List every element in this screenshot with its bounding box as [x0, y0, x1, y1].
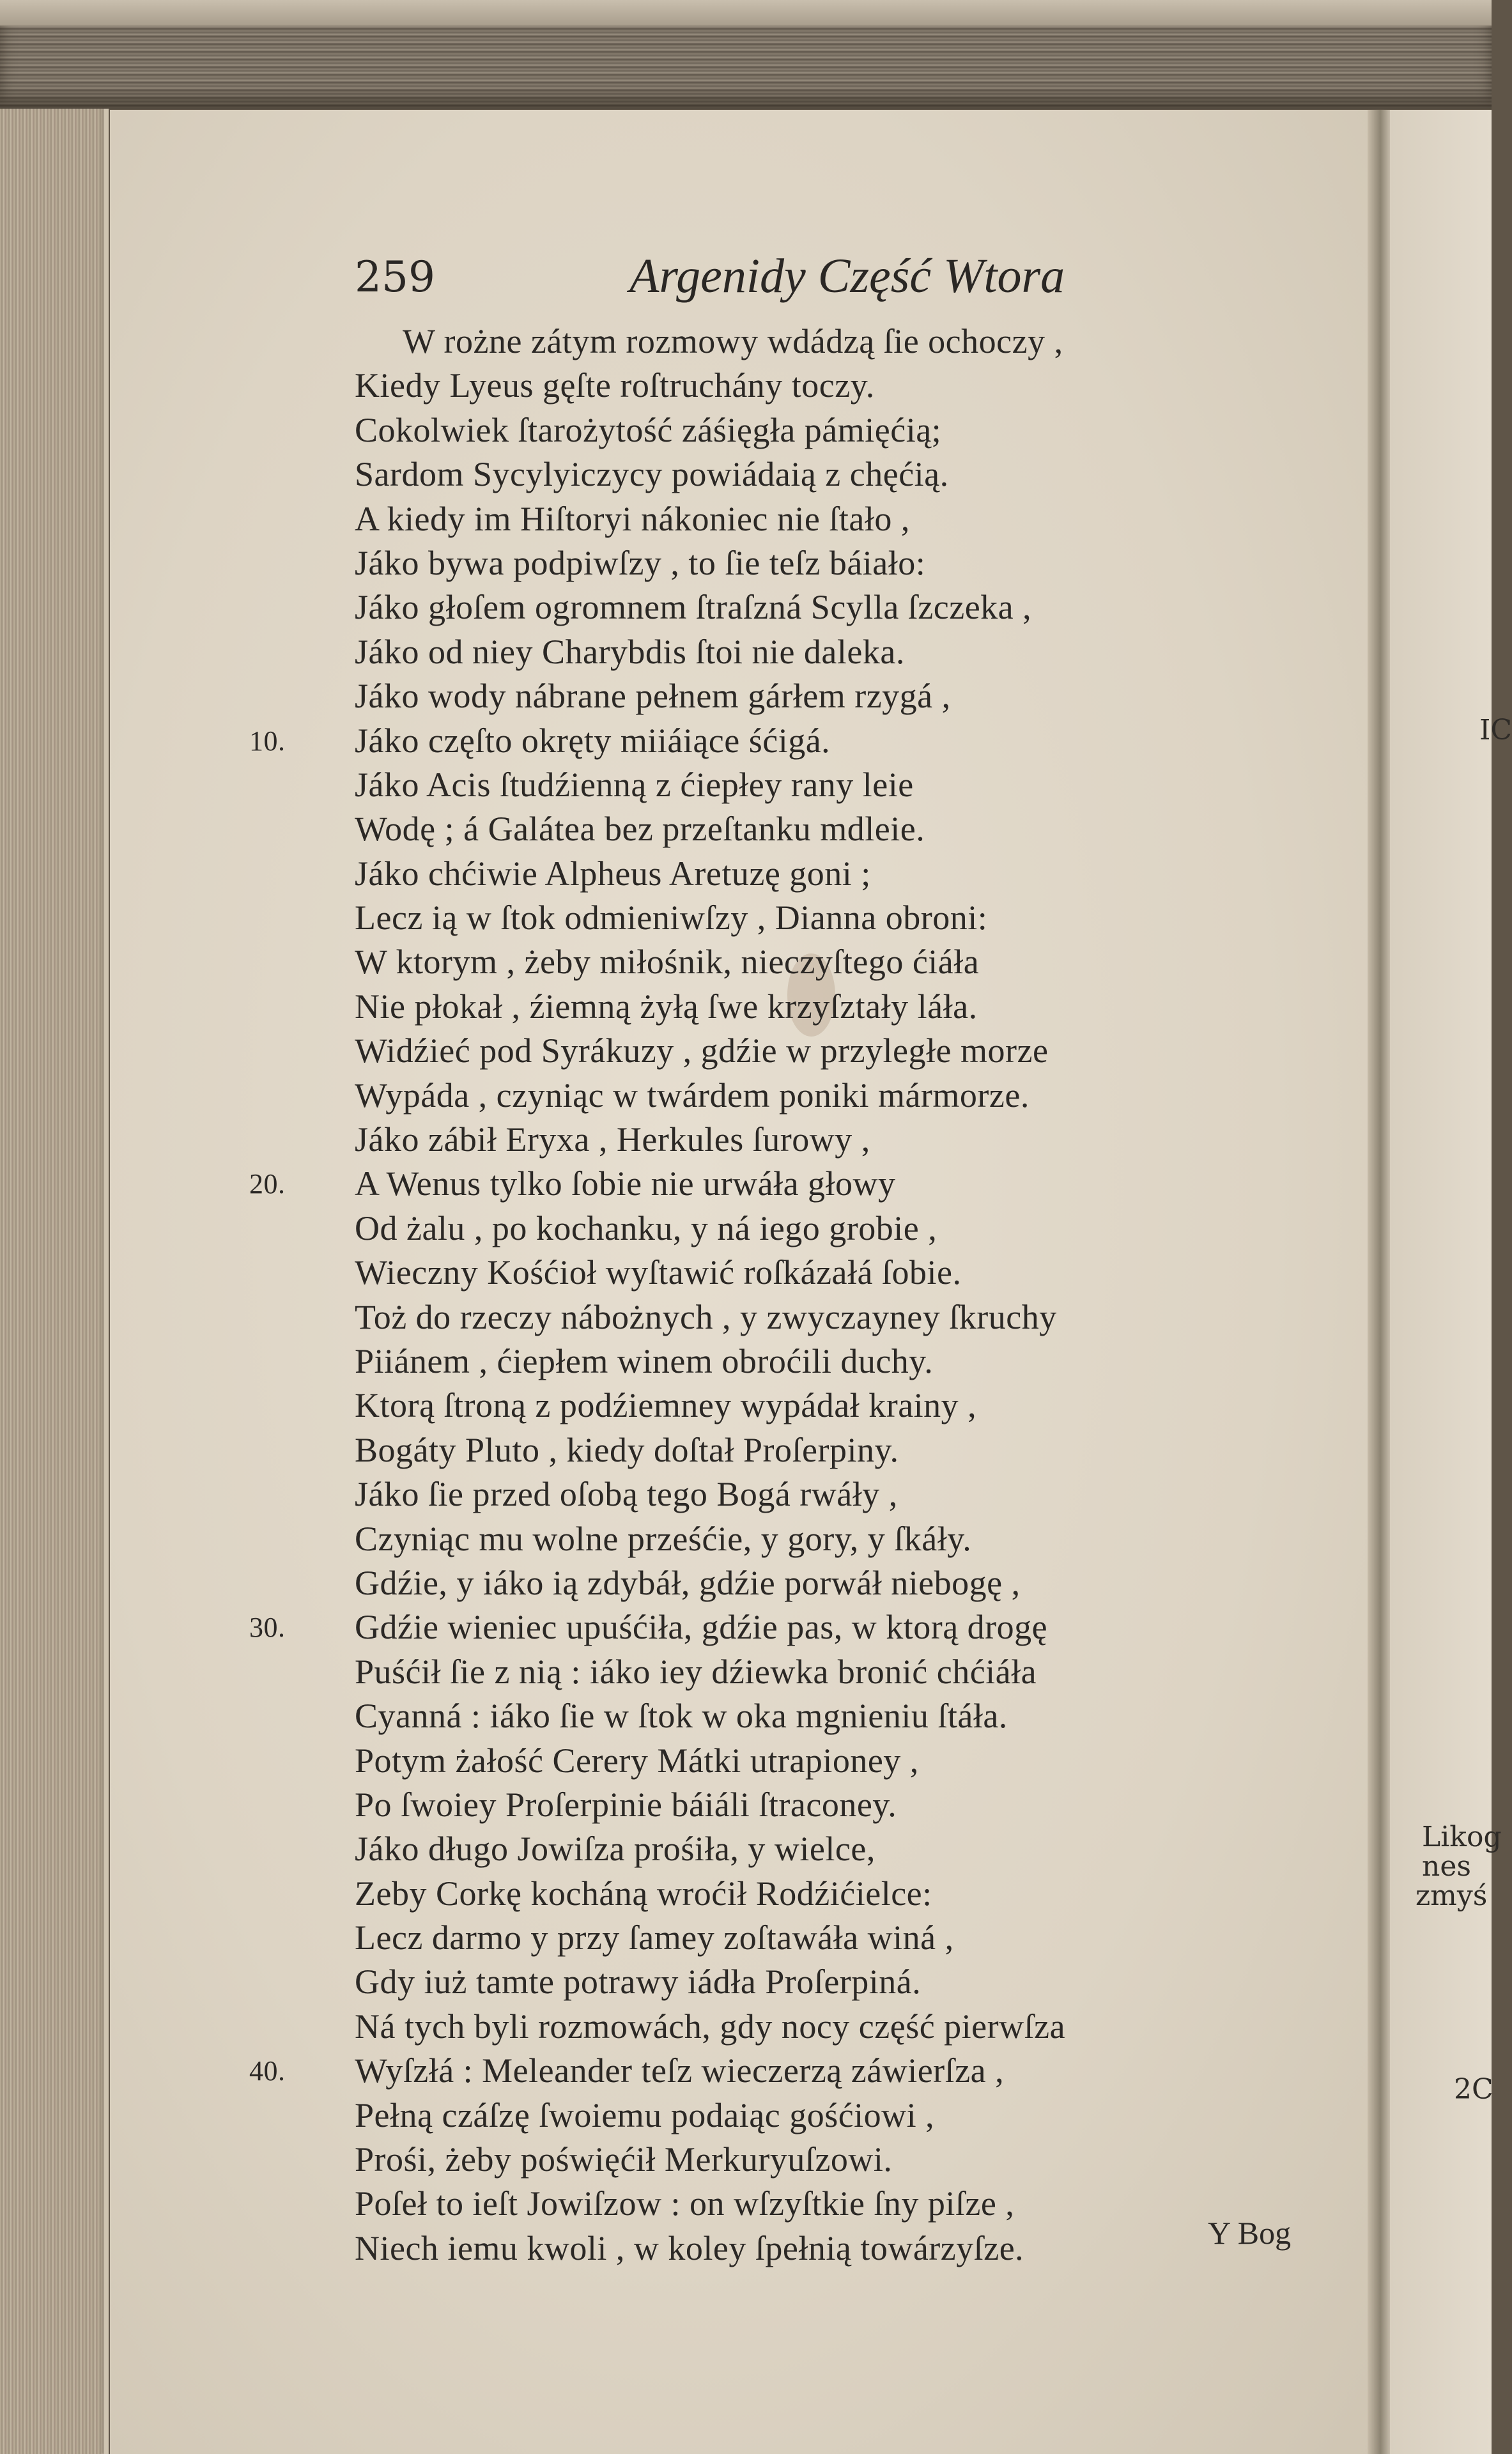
verse-line — [355, 1960, 1345, 2004]
verse-line-text: Piiánem , ćiepłem winem obroćili duchy. — [355, 1341, 934, 1380]
verse-line-text: A kiedy im Hiſtoryi nákoniec nie ſtało , — [355, 499, 910, 538]
verse-line — [355, 1561, 1345, 1605]
verse-line — [355, 1783, 1345, 1827]
verse-line — [249, 1605, 1345, 1649]
adjacent-page-fragment: IC — [1479, 714, 1512, 746]
verse-line-text: Cokolwiek ſtarożytość záśięgła pámięćią; — [355, 410, 942, 449]
verse-line-text: Nie płokał , źiemną żyłą ſwe krzyſztały láła. — [355, 987, 978, 1026]
verse-line — [355, 1295, 1345, 1339]
verse-line — [355, 1118, 1345, 1162]
verse-line-text: Prośi, żeby poświęćił Merkuryuſzowi. — [355, 2140, 893, 2179]
verse-line-text: Jáko od niey Charybdis ſtoi nie daleka. — [355, 632, 905, 671]
verse-line-text: Jáko częſto okręty miiáiące śćigá. — [355, 721, 831, 760]
verse-line — [355, 1472, 1345, 1516]
verse-line — [355, 364, 1345, 408]
verse-line-text: Sardom Sycylyiczycy powiádaią z chęćią. — [355, 455, 949, 494]
verse-line — [355, 2182, 1345, 2226]
verse-line-text: Toż do rzeczy nábożnych , y zwyczayney ſkruchy — [355, 1297, 1057, 1336]
verse-line-text: Wypáda , czyniąc w twárdem poniki mármorze. — [355, 1076, 1030, 1115]
verse-line — [355, 2226, 1345, 2271]
adjacent-page-fragment: 2C — [1454, 2073, 1493, 2106]
verse-line — [355, 408, 1345, 452]
verse-line-text: Cyanná : iáko ſie w ſtok w oka mgnieniu ſtáła. — [355, 1697, 1008, 1736]
verse-line-text: Jáko długo Jowiſza prośiła, y wielce, — [355, 1830, 876, 1869]
verse-line — [355, 1517, 1345, 1561]
adjacent-page — [1390, 110, 1512, 2454]
verse-line-text: Niech iemu kwoli , w koley ſpełnią towárzyſze. — [355, 2228, 1024, 2267]
verse-line-text: Potym żałość Cerery Mátki utrapioney , — [355, 1741, 919, 1780]
line-number: 20. — [249, 1168, 286, 1200]
verse-line — [355, 320, 1345, 364]
verse-line — [355, 763, 1345, 807]
verse-line — [355, 1428, 1345, 1472]
verse-line — [355, 1872, 1345, 1916]
verse-line-text: Czyniąc mu wolne prześćie, y gory, y ſkáły. — [355, 1519, 972, 1558]
verse-line-text: Lecz darmo y przy ſamey zoſtawáła winá , — [355, 1918, 954, 1957]
verse-line — [355, 541, 1345, 585]
verse-line — [355, 1827, 1345, 1871]
verse-line — [355, 852, 1345, 896]
verse-line — [355, 1074, 1345, 1118]
verse-line — [355, 497, 1345, 541]
verse-text — [249, 320, 1345, 2271]
verse-line — [355, 1739, 1345, 1783]
verse-line-text: Pełną czáſzę ſwoiemu podaiąc gośćiowi , — [355, 2095, 935, 2134]
book-left-page-edges — [0, 109, 109, 2454]
verse-line — [355, 630, 1345, 674]
verse-line-text: Poſeł to ieſt Jowiſzow : on wſzyſtkie ſny piſze , — [355, 2184, 1015, 2223]
catchword: Y Bog — [1208, 2215, 1292, 2251]
adjacent-page-fragment: nes — [1422, 1850, 1471, 1883]
verse-line-text: A Wenus tylko ſobie nie urwáła głowy — [355, 1164, 896, 1203]
verse-line — [355, 2138, 1345, 2182]
verse-line-text: Ná tych byli rozmowách, gdy nocy część pierwſza — [355, 2007, 1066, 2046]
verse-line — [355, 2094, 1345, 2138]
running-head-title: Argenidy Część Wtora — [629, 249, 1065, 303]
verse-line-text: Jáko wody nábrane pełnem gárłem rzygá , — [355, 677, 951, 716]
verse-line — [355, 1384, 1345, 1428]
verse-line — [355, 674, 1345, 718]
verse-line — [355, 1251, 1345, 1295]
verse-line — [355, 1339, 1345, 1384]
verse-line-text: Gdźie, y iáko ią zdybáł, gdźie porwáł niebogę , — [355, 1563, 1021, 1602]
verse-line — [355, 807, 1345, 851]
verse-line-text: Od żalu , po kochanku, y ná iego grobie , — [355, 1208, 937, 1247]
verse-line-text: Lecz ią w ſtok odmieniwſzy , Dianna obroni: — [355, 899, 988, 938]
verse-line — [249, 1162, 1345, 1206]
verse-line — [355, 1916, 1345, 1960]
verse-line — [355, 2005, 1345, 2049]
adjacent-page-fragment: Likog — [1422, 1821, 1502, 1853]
line-number: 30. — [249, 1612, 286, 1644]
verse-line-text: Bogáty Pluto , kiedy doſtał Proſerpiny. — [355, 1430, 899, 1469]
book-top-page-edges — [0, 0, 1492, 109]
running-head — [355, 249, 1147, 316]
adjacent-page-fragment: zmyś — [1416, 1879, 1488, 1912]
verse-line-text: Po ſwoiey Proſerpinie báiáli ſtraconey. — [355, 1785, 897, 1824]
verse-line-text: Zeby Corkę kocháną wroćił Rodźićielce: — [355, 1874, 932, 1913]
verse-line — [355, 585, 1345, 629]
verse-line-text: Jáko bywa podpiwſzy , to ſie teſz báiało: — [355, 543, 926, 582]
verse-line — [355, 1029, 1345, 1073]
verse-line-text: W rożne zátym rozmowy wdádzą ſie ochoczy , — [403, 322, 1063, 360]
line-number: 10. — [249, 725, 286, 757]
verse-line-text: Jáko zábił Eryxa , Herkules ſurowy , — [355, 1120, 870, 1159]
verse-line — [355, 452, 1345, 497]
verse-line — [355, 1207, 1345, 1251]
verse-line-text: Jáko głoſem ogromnem ſtraſzná Scylla ſzczeka , — [355, 588, 1032, 627]
verse-line — [355, 1694, 1345, 1738]
verse-line-text: Widźieć pod Syrákuzy , gdźie w przyległe morze — [355, 1031, 1049, 1070]
line-number: 40. — [249, 2055, 286, 2087]
verse-line — [355, 896, 1345, 940]
verse-line-text: Kiedy Lyeus gęſte roſtruchány toczy. — [355, 366, 875, 405]
verse-line-text: Wieczny Kośćioł wyſtawić roſkázałá ſobie. — [355, 1253, 962, 1292]
book-gutter — [1368, 110, 1393, 2454]
verse-line-text: Wyſzłá : Meleander teſz wieczerzą záwierſza , — [355, 2051, 1005, 2090]
verse-line — [355, 1650, 1345, 1694]
verse-line-text: W ktorym , żeby miłośnik, nieczyſtego ćiáła — [355, 943, 980, 982]
verse-line — [355, 985, 1345, 1029]
verse-line-text: Jáko chćiwie Alpheus Aretuzę goni ; — [355, 854, 871, 893]
verse-line — [249, 719, 1345, 763]
verse-line-text: Ktorą ſtroną z podźiemney wypádał krainy , — [355, 1386, 977, 1425]
verse-line-text: Gdźie wieniec upuśćiła, gdźie pas, w ktorą drogę — [355, 1608, 1048, 1647]
verse-line — [249, 2049, 1345, 2093]
page-number: 259 — [355, 252, 435, 302]
verse-line — [355, 940, 1345, 984]
verse-line-text: Jáko Acis ſtudźienną z ćiepłey rany leie — [355, 765, 914, 804]
verse-line-text: Gdy iuż tamte potrawy iádła Proſerpiná. — [355, 1963, 922, 2002]
verse-line-text: Puśćił ſie z nią : iáko iey dźiewka bronić chćiáła — [355, 1652, 1037, 1691]
verse-line-text: Wodę ; á Galátea bez przeſtanku mdleie. — [355, 810, 925, 849]
verse-line-text: Jáko ſie przed oſobą tego Bogá rwáły , — [355, 1475, 898, 1514]
